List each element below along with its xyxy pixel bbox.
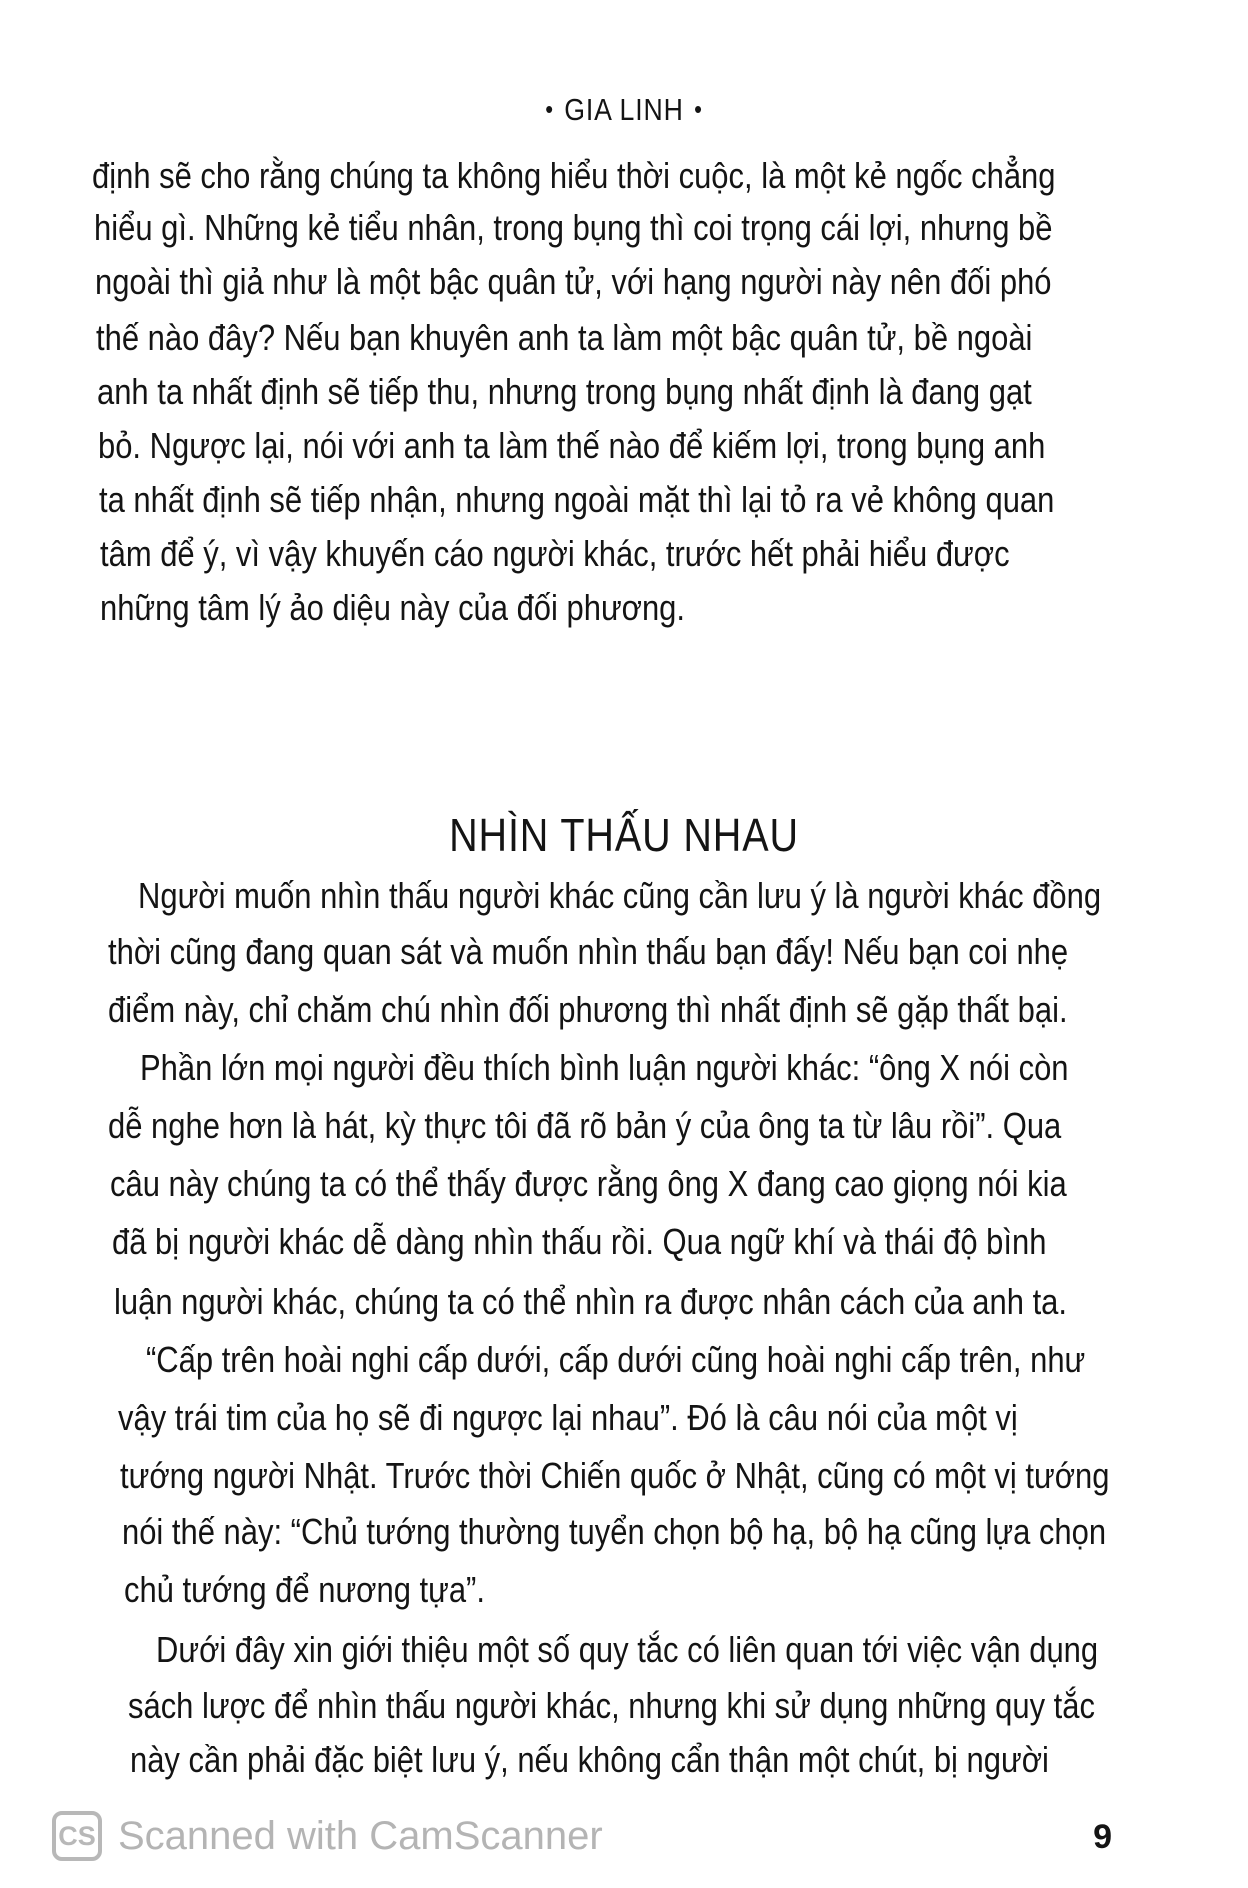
text-line: ngoài thì giả như là một bậc quân tử, với hạng người này nên đối phó	[95, 261, 1052, 302]
text-line: Phần lớn mọi người đều thích bình luận người khác: “ông X nói còn	[140, 1047, 1069, 1088]
text-line: hiểu gì. Những kẻ tiểu nhân, trong bụng thì coi trọng cái lợi, nhưng bề	[94, 207, 1053, 248]
text-line: tâm để ý, vì vậy khuyến cáo người khác, trước hết phải hiểu được	[100, 533, 1010, 574]
text-line: dễ nghe hơn là hát, kỳ thực tôi đã rõ bản ý của ông ta từ lâu rồi”. Qua	[108, 1105, 1062, 1146]
header-bullet-left: •	[545, 94, 554, 124]
text-line: câu này chúng ta có thể thấy được rằng ông X đang cao giọng nói kia	[110, 1163, 1067, 1204]
page-number: 9	[1093, 1818, 1112, 1856]
header-bullet-right: •	[694, 94, 703, 124]
text-line: Người muốn nhìn thấu người khác cũng cần lưu ý là người khác đồng	[138, 875, 1102, 916]
text-line: những tâm lý ảo diệu này của đối phương.	[100, 587, 686, 628]
text-line: sách lược để nhìn thấu người khác, nhưng khi sử dụng những quy tắc	[128, 1685, 1095, 1726]
text-line: luận người khác, chúng ta có thể nhìn ra được nhân cách của anh ta.	[114, 1281, 1067, 1322]
camscanner-watermark	[52, 1808, 603, 1864]
text-line: đã bị người khác dễ dàng nhìn thấu rồi. Qua ngữ khí và thái độ bình	[112, 1221, 1047, 1262]
text-line: anh ta nhất định sẽ tiếp thu, nhưng trong bụng nhất định là đang gạt	[97, 371, 1032, 412]
running-header	[87, 92, 1160, 128]
text-line: tướng người Nhật. Trước thời Chiến quốc ở Nhật, cũng có một vị tướng	[120, 1455, 1110, 1496]
camscanner-logo-icon: CS	[52, 1811, 102, 1861]
text-line: thời cũng đang quan sát và muốn nhìn thấu bạn đấy! Nếu bạn coi nhẹ	[108, 931, 1069, 972]
text-line: nói thế này: “Chủ tướng thường tuyển chọn bộ hạ, bộ hạ cũng lựa chọn	[122, 1511, 1107, 1552]
text-line: ta nhất định sẽ tiếp nhận, nhưng ngoài mặt thì lại tỏ ra vẻ không quan	[99, 479, 1055, 520]
text-line: điểm này, chỉ chăm chú nhìn đối phương thì nhất định sẽ gặp thất bại.	[108, 989, 1068, 1030]
watermark-text: Scanned with CamScanner	[118, 1813, 603, 1858]
text-line: Dưới đây xin giới thiệu một số quy tắc có liên quan tới việc vận dụng	[156, 1629, 1099, 1670]
text-line: thế nào đây? Nếu bạn khuyên anh ta làm một bậc quân tử, bề ngoài	[96, 317, 1033, 358]
text-line: định sẽ cho rằng chúng ta không hiểu thời cuộc, là một kẻ ngốc chẳng	[92, 155, 1056, 196]
text-line: “Cấp trên hoài nghi cấp dưới, cấp dưới cũng hoài nghi cấp trên, như	[146, 1339, 1086, 1380]
text-line: này cần phải đặc biệt lưu ý, nếu không cẩn thận một chút, bị người	[130, 1739, 1049, 1780]
text-line: vậy trái tim của họ sẽ đi ngược lại nhau”. Đó là câu nói của một vị	[118, 1397, 1018, 1438]
running-title: GIA LINH	[564, 92, 684, 127]
text-line: bỏ. Ngược lại, nói với anh ta làm thế nào để kiếm lợi, trong bụng anh	[98, 425, 1046, 466]
section-heading: NHÌN THẤU NHAU	[449, 809, 799, 861]
text-line: chủ tướng để nương tựa”.	[124, 1569, 485, 1610]
